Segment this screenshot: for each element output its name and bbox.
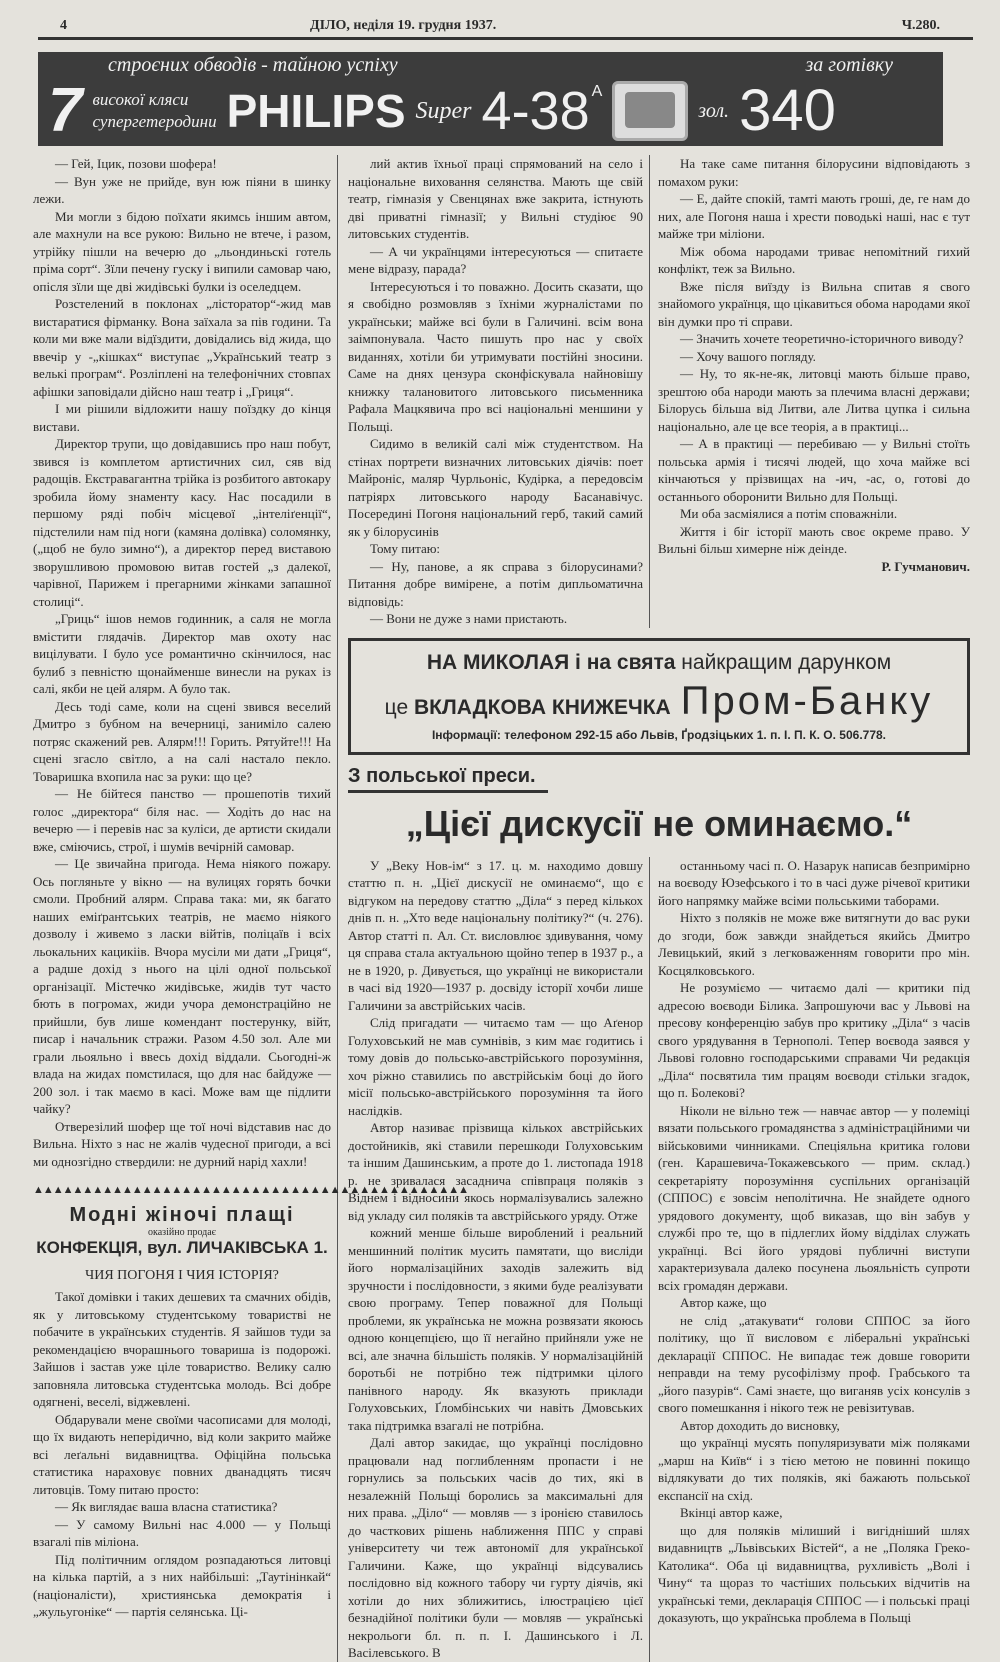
paragraph: Розстелений в поклонах „лісторатор“-жид мав вистаратися фірманку. Вона заїхала за пів години. Та коли ми вже мали відїздити, довідались від жида, що ввечір у -„кішках“ виступає „Український театр з велькі програм“. Розліплені на телефонічних стовпах афішки заповідали дійсно наш театр і „Гриця“. — [33, 296, 331, 399]
paragraph: Вже після виїзду із Вильна спитав я свого знайомого українця, що цікавиться обома народами якої він думки про ті справи. — [658, 278, 971, 329]
ad-cash: за готівку — [805, 54, 893, 76]
paragraph: — Ну, то як-не-як, литовці мають більше право, зрештою оба народи мають за плечима власні держави; Білорусь більша від Литви, але Литва цупка і сильна національно, але це все теорія, а в практиці... — [658, 366, 970, 434]
ad-class: високої кляси — [92, 90, 189, 109]
paragraph: Під політичним оглядом розпадаються литовці на кілька партій, а з них найбільші: „Таутінінкай“ (націоналісти), християнська демократія і „жульугоніке“ — партія селянська. Ці- — [33, 1551, 331, 1619]
paragraph: — Значить хочете теоретично-історичного виводу? — [680, 331, 964, 346]
paragraph: — А в практиці — перебиваю — у Вильні стоїть польська армія і тисячі людей, що хоча майже всі кінчаються у прізвищах на -ич, -ас, о, готові до останнього оборонити Вильно для Польщі. — [658, 436, 970, 504]
paragraph: — Як виглядає ваша власна статистика? — [55, 1499, 278, 1514]
model-suffix: A — [591, 83, 603, 100]
paragraph: Далі автор закидає, що українці послідовно працювали над поглибленням пропасти і не горнулись за польських часів до тих, які в незалежній Польщі боролись за максимальні для них права. „Діло“ — мовляв — з іронією ставилось до часткових рішень наближення ППС у справі університету чи теж автономії для української Галичини. Каже, що українці відсувались послідовно від кожного табору чи гурту діячів, які хотіли до них зближитись, ілюстрацією цієї безнадійної політики були — мовляв — українські некрольоги бл. п. п. І. Дашинського і Л. Васілевського. В — [348, 1435, 643, 1660]
column-3-bottom — [658, 857, 970, 1662]
paragraph: На таке саме питання білорусини відповідають з помахом руки: — [658, 156, 970, 189]
ad-super: Super — [415, 97, 472, 124]
paragraph: Ніхто з поляків не може вже витягнути до вас руки до згоди, бож завжди знайдеться якийсь Дмитро Левицький, який з легковаженням говорити про мін. Косцялковського. — [658, 910, 970, 978]
brand-logo: PHILIPS — [226, 85, 406, 137]
section-title: З польської преси. — [348, 765, 548, 793]
paragraph: Автор називає прізвища кількох австрійських достойників, які ставили перешкоди Голуховським та іншим Дашинським, а проте до 1. листопада 1918 р. не зривалася засаднича співпраця поляків з Віднем і відносини якось нормалізувались залежно від укладу сил поляків та австрійського уряду. Отже — [348, 1120, 643, 1223]
paragraph: — Не бійтеся панство — прошепотів тихий голос „директора“ біля нас. — Ходіть до нас на вечерю — і перевів нас за куліси, де артисти скидали вже, сміючись, строї, і шумів вечірній самовар. — [33, 786, 331, 854]
paragraph: останньому часі п. О. Назарук написав безпримірно на воєводу Юзефського і то в часі дуже річевої критики його напрямку майже всіми польськими таборами. — [658, 857, 970, 908]
page-number: 4 — [60, 18, 67, 33]
model-number: 4-38 — [481, 81, 590, 141]
paragraph: — Гей, Іцик, позови шофера! — [55, 156, 217, 171]
column-2-bottom — [348, 857, 650, 1662]
bank-ad-best-gift: найкращим дарунком — [681, 650, 892, 674]
paragraph: — Це звичайна пригода. Нема ніякого пожару. Ось погляньте у вікно — на вулицях горять бочки смоли. Пробний алярм. Справа така: ми, як багато наших еміґрантських театрів, не маємо ніякого дозволу і живемо з ласки війтів, поліцаїв і всіх льокальних кацикіів. Вчора мусіли ми дати „Гриця“, а радше дохід з нього на цілі одної польської організації. Містечко жидівське, жидів тут часто бють в погромах, жиди учора демонстраційно не прийшли, був лише комендант постерунку, війт, писар і начальник стражи. Разом 4.50 зол. Але ми грали льояльно і ввесь дохід віддали. Сьогодні-ж влада на жидах помстилася, що для нас байдуже — 200 зол. і так маємо в касі. Може вам ще підлити чайку? — [33, 856, 331, 1116]
article-headline: „Цієї дискусії не оминаємо.“ — [405, 802, 913, 844]
paragraph: — Вун уже не прийде, вун юж піяни в шинку лежи. — [33, 173, 331, 206]
paragraph: Сидимо в великій салі між студентством. На стінах портрети визначних литовських діячів: поет Майроніс, маляр Чурльоніс, Кудірка, а передовсім патріярх литовського народу Басанавічус. Посередині Погоня національний герб, такий самий як у білорусинів — [348, 436, 643, 539]
ad-price: 340 — [739, 78, 836, 143]
paragraph: У „Веку Нов-ім“ з 17. ц. м. находимо довшу статтю п. н. „Цієї дискусії не оминаємо“, що є відгуком на передову статтю „Діла“ з перед кількох днів п. н. „Хто веде національну політику?“ (ч. 276). Автор статті п. Ал. Ст. висловлює здивування, чому ця справа стала актуальною щойно тепер в 1937 р., а не в 1920, р. Дивується, що українці не використали в часі від 1920—1937 р. досвіду історії хочби лише Галичини за австрійських часів. — [348, 857, 643, 1013]
ad-type: супергетеродини — [92, 112, 217, 131]
bank-ad-savings-book: ВКЛАДКОВА КНИЖЕЧКА — [414, 695, 671, 719]
paragraph: лий актив їхньої праці спрямований на село і національне виховання селянства. Мають ще свій театр, гімназія у Свенцянах вже закрита, істнують дві приватні гімназії; у Вильні студіює 90 литовських студентів. — [348, 156, 643, 241]
paragraph: Не розуміємо — читаємо далі — критики під адресою воєводи Білика. Запрошуючи вас у Львові на пресову конференцію забув про критику „Діла“ з часів свого урядування в Тернополі. Тепер воєвода заявся у Львові головно господарськими справами Чи редакція „Діла“ посвятила тим працям воєводи стільки згадок, що п. Болекові? — [658, 980, 970, 1100]
paragraph: Між обома народами триває непомітний гихий конфлікт, теж за Вильно. — [658, 243, 970, 276]
bank-ad-contact: Інформації: телефоном 292-15 або Львів, Ґродзіцьких 1. п. І. П. К. О. 506.778. — [431, 727, 887, 742]
paragraph: Отверезілий шофер ще тої ночі відставив нас до Вильна. Ніхто з нас не жалів чудесної пригоди, а всі ми однозгідно ствердили: не дурний нарід хахли! — [33, 1118, 331, 1169]
paragraph: що українці мусять популяризувати між поляками „марш на Київ“ і з тією метою не повинні покищо вiдлякувати до тих поляків, які бажають польської експансії на схід. — [658, 1435, 970, 1503]
column-1-top — [33, 155, 331, 1170]
bank-ad-it-is: це — [384, 695, 409, 719]
paragraph: кожний менше більше вироблений і реальний меншинний політик мусить памятати, що висліди його нормалізаційних заходів залежить від зручности і послідовности, з якими буде реалізувати свою програму. Тепер поважної для Польщі проблеми, як українська не можна розвязати якоюсь одною концепцією, що її негайно прийняли уже не всі, але значна більшість поляків. У нормалізаційній боротьбі не потрібно теж підтримки цілого панівного народу. Як вказують приклади Голуховських, Ґломбінських чи навіть Дмовських така підтримка взагалі не потрібна. — [348, 1225, 643, 1433]
paragraph: Обдарували мене своїми часописами для молоді, що їх видають неперідично, від коли закрито майже всі леґальні видавництва. Офіційна польська статистика нараховує повних дванадцять тисяч литовців. Тому питаю просто: — [33, 1411, 331, 1497]
paragraph: Автор каже, що — [680, 1295, 767, 1310]
fashion-ad-title: Модні жіночі плащі — [69, 1204, 295, 1226]
column-2-top — [348, 155, 650, 628]
paragraph: Автор доходить до висновку, — [680, 1417, 840, 1433]
paragraph: Тому питаю: — [370, 541, 441, 556]
paragraph: Десь тоді саме, коли на сцені звився веселий Дмитро з бубном на вечерниці, заниміло салею потряс скажений рев. Алярм!!! Горить. Рятуйте!!! На сцені згасло світло, а на салі настало пекло. Товаришка вхопила нас за руки: що це? — [33, 698, 331, 784]
paragraph: Такої домівки і таких дешевих та смачних обідів, як у литовському студентському товаристві не побачите в українських студентів. Я зайшов туди за рекомендацією вчорашнього товариша із подорожі. Зайшов і застав уже ціле товариство. Велику салю заповняла литовська студентська молодь. Всі добре одягнені, веселі, віджевлені. — [33, 1289, 331, 1409]
paragraph: Ми оба засміялися а потім споважніли. — [680, 506, 898, 521]
bank-ad-occasion: НА МИКОЛАЯ і на свята — [426, 650, 676, 674]
newspaper-title-date: ДІЛО, неділя 19. грудня 1937. — [310, 18, 497, 33]
prom-bank-ad — [348, 638, 970, 755]
paragraph: — Хочу вашого погляду. — [680, 348, 816, 364]
ad-slogan: строєних обводів - тайною успіху — [108, 54, 398, 76]
fashion-ad — [33, 1184, 469, 1258]
ad-border: ▲▲▲▲▲▲▲▲▲▲▲▲▲▲▲▲▲▲▲▲▲▲▲▲▲▲▲▲▲▲▲▲▲▲▲▲▲▲▲▲▲▲▲▲ — [33, 1184, 469, 1196]
paragraph: — Е, дайте спокій, тамті мають гроші, де, ге нам до них, але Погоня наша і хрести поводькі наші, нас є тут майже три міліони. — [658, 191, 970, 241]
author-signature: Р. Гучманович. — [881, 558, 970, 574]
paragraph: І ми рішили відложити нашу поїздку до кінця вистави. — [33, 401, 331, 434]
ad-number: 7 — [48, 76, 83, 145]
paragraph: Ніколи не вільно теж — навчає автор — у полеміці вязати польського громадянства з адміністраційними чи військовими чинниками. Спеціяльна критика голови (ген. Карашевича-Токажевського — прим. склад.) секретаріяту порозуміння суспільних організацій (СППОС) є зовсім неполітична. Не знайдете одного урядового документу, щоб виказав, що він забув у службі про те, що в підлеглих йому відділах служать українці. Всі його урядові публичні виступи характеризувала далеко посунена льояльність супроти всіх громадян держави. — [658, 1102, 970, 1293]
paragraph: Життя і біг історії мають своє окреме право. У Вильні більш химерне ніж деінде. — [658, 523, 970, 556]
paragraph: не слід „атакувати“ голови СППОС за його політику, що її висловом є ліберальні українські декларації СППОС. Не випадає теж довше говорити неправди на тему русофілізму проф. Грабського та „його пазурів“. Самі знаєте, що виганяв усіх консулів з свого помешкання і нікого теж не ревізитував. — [658, 1312, 970, 1415]
paragraph: Директор трупи, що довідавшись про наш побут, звився із комплетом артистичних сил, сяв від радощів. Екстравагантна трійка із розбитого автокару зробила йому знаменту касу. Нас посадили в першому ряді побіч місцевої „інтеліґенції“, підстелили нам під ноги (камяна долівка) соломянку, („щоб не було зимно“), а директор перед виставою зворушливою промовою витав гостей „з далекої, чарівної, Парижем і прегарними жінками запашної столиці“. — [33, 436, 331, 609]
paragraph: „Гриць“ ішов немов годинник, а саля не могла вмістити глядачів. Директор мав охоту нас вицілувати. І було усе романтично скінчилося, нас булиб з певністю щонайменше винесли на руках із салі, якби не цей алярм. А було так. — [33, 611, 331, 696]
column-1-bottom — [33, 1288, 331, 1621]
ad-currency: зол. — [698, 99, 730, 122]
paragraph: — А чи українцями інтересуються — спитаєте мене відразу, парада? — [348, 243, 643, 276]
issue-number: Ч.280. — [901, 18, 940, 33]
bank-name: Пром-Банку — [680, 678, 934, 723]
fashion-ad-sub: оказійно продає — [148, 1227, 216, 1238]
paragraph: Вкінці автор каже, — [680, 1505, 783, 1520]
column-3-top — [658, 155, 970, 628]
paragraph: що для поляків мілиший і вигідніший шлях видавництв „Львівських Вістей“, а не „Поляка Греко-Католика“. Оба ці видавництва, рухливість „Волі і Чину“ та щораз то частіших польських відчитів на українські теми, декларація СППОС — і польські праці доказують, що українська проблема в Польщі — [658, 1522, 970, 1625]
fashion-ad-address: КОНФЕКЦІЯ, вул. ЛИЧАКІВСЬКА 1. — [36, 1238, 328, 1257]
paragraph: — Ну, панове, а як справа з білорусинами? Питання добре вимірене, а потім дипльоматична відповідь: — [348, 558, 643, 609]
paragraph: Інтересуються і то поважно. Досить сказати, що я свобідно розмовляв з їхніми журналістами по українськи; майже всі були в Галичині. всім вона заімпонувала. Часто пишуть про нас у своїх виданнях, хотіли би утримувати постійні зносини. Саме на днях цензура сконфіскувала найновішу книжку талановитого литовського письменника Рафала Мацкявича про всі національні меншини у Польщі. — [348, 278, 643, 434]
right-area — [348, 155, 970, 1662]
paragraph: Слід пригадати — читаємо там — що Аґенор Голуховський не мав сумнівів, з ким має годитись і тому довів до польсько-австрійського порозуміння, хоч ріжно ставились по австрійськім боці до його місії польсько-австрійського порозуміння та його наслідків. — [348, 1015, 643, 1118]
paragraph: — Вони не дуже з нами пристають. — [370, 611, 568, 626]
paragraph: — У самому Вильні нас 4.000 — у Польщі взагалі пів міліона. — [33, 1516, 331, 1549]
paragraph: Ми могли з бідою поїхати якимсь іншим автом, але махнули на все рукою: Вильно не втече, і разом, утрійку пішли на вечерю до „льондиньскі готель пріма сорт“. Зїли печену гуску і випили самовар чаю, опісля зїли ще дві жидівські булки із оселедцем. — [33, 208, 331, 294]
article-subtitle: ЧИЯ ПОГОНЯ І ЧИЯ ІСТОРІЯ? — [85, 1268, 279, 1283]
